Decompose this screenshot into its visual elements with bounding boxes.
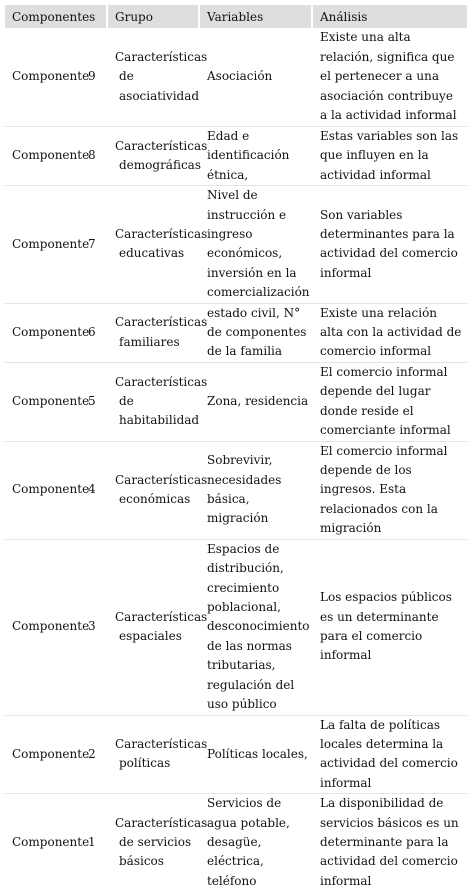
group-line1: Características <box>115 815 208 830</box>
component-number: 7 <box>88 236 96 251</box>
header-row <box>5 5 467 28</box>
group-cell <box>108 793 208 891</box>
component-label: Componente <box>12 148 90 163</box>
header-analisis: Análisis <box>313 5 467 28</box>
component-cell <box>5 185 108 302</box>
group-cell <box>108 539 208 715</box>
variables-cell: Sobrevivir, necesidades básica, migración <box>200 441 313 539</box>
group-cell <box>108 362 208 441</box>
analysis-cell: La disponibilidad de servicios básicos es un determinante para la actividad del comercio informal <box>313 793 467 891</box>
group-cell <box>108 303 208 362</box>
component-label: Componente <box>12 69 90 84</box>
table-row <box>5 126 467 185</box>
component-number: 1 <box>88 834 96 849</box>
component-cell <box>5 441 108 539</box>
component-cell <box>5 715 108 794</box>
component-label: Componente <box>12 482 90 497</box>
variables-cell: Nivel de instrucción e ingreso económicos, inversión en la comercialización <box>200 185 313 302</box>
group-line1: Características <box>115 374 208 389</box>
component-cell <box>5 362 108 441</box>
group-line1: Características <box>115 49 208 64</box>
component-label: Componente <box>12 236 90 251</box>
component-number: 2 <box>88 746 96 761</box>
variables-cell: Zona, residencia <box>200 362 313 441</box>
group-cell <box>108 441 208 539</box>
component-number: 6 <box>88 325 96 340</box>
variables-cell: Edad e identificación étnica, <box>200 126 313 185</box>
component-number: 9 <box>88 69 96 84</box>
group-line2: familiares <box>119 334 180 349</box>
component-cell <box>5 539 108 715</box>
variables-cell: Servicios de agua potable, desagüe, eléctrica, teléfono <box>200 793 313 891</box>
group-line2: espaciales <box>119 629 182 644</box>
group-line1: Características <box>115 609 208 624</box>
group-line2: demográficas <box>119 158 201 173</box>
variables-cell: estado civil, N° de componentes de la familia <box>200 303 313 362</box>
component-label: Componente <box>12 325 90 340</box>
header-grupo: Grupo <box>108 5 200 28</box>
group-line2: de servicios básicos <box>119 834 192 869</box>
table-row <box>5 362 467 441</box>
table-row <box>5 28 467 126</box>
variables-cell: Espacios de distribución, crecimiento poblacional, desconocimiento de las normas tributarias, regulación del uso público <box>200 539 313 715</box>
variables-cell: Políticas locales, <box>200 715 313 794</box>
header-variables: Variables <box>200 5 313 28</box>
group-line2: educativas <box>119 246 185 261</box>
group-cell <box>108 126 208 185</box>
group-line1: Características <box>115 227 208 242</box>
analysis-cell: Existe una relación alta con la actividad de comercio informal <box>313 303 467 362</box>
group-line1: Características <box>115 315 208 330</box>
components-table <box>5 5 467 891</box>
table-row <box>5 441 467 539</box>
table-row <box>5 185 467 302</box>
group-cell <box>108 28 208 126</box>
table-row <box>5 715 467 794</box>
group-line2: de habitabilidad <box>119 393 200 428</box>
analysis-cell: Los espacios públicos es un determinante para el comercio informal <box>313 539 467 715</box>
group-line1: Características <box>115 736 208 751</box>
component-number: 8 <box>88 148 96 163</box>
group-line1: Características <box>115 472 208 487</box>
component-cell <box>5 793 108 891</box>
header-componentes: Componentes <box>5 5 108 28</box>
component-label: Componente <box>12 393 90 408</box>
analysis-cell: Estas variables son las que influyen en la actividad informal <box>313 126 467 185</box>
component-label: Componente <box>12 834 90 849</box>
component-label: Componente <box>12 746 90 761</box>
component-number: 5 <box>88 393 96 408</box>
component-cell <box>5 126 108 185</box>
group-line2: económicas <box>119 492 191 507</box>
variables-cell: Asociación <box>207 69 273 84</box>
analysis-cell: Existe una alta relación, significa que el pertenecer a una asociación contribuye a la actividad informal <box>320 30 457 123</box>
table-row <box>5 303 467 362</box>
table-row <box>5 539 467 715</box>
component-number: 4 <box>88 482 96 497</box>
table-header <box>5 5 467 28</box>
component-label: Componente <box>12 619 90 634</box>
component-cell <box>5 303 108 362</box>
group-line2: de asociatividad <box>119 69 200 103</box>
table-body <box>5 28 467 891</box>
analysis-cell: El comercio informal depende del lugar donde reside el comerciante informal <box>313 362 467 441</box>
analysis-cell: La falta de políticas locales determina la actividad del comercio informal <box>313 715 467 794</box>
group-line2: políticas <box>119 756 171 771</box>
analysis-cell: Son variables determinantes para la actividad del comercio informal <box>313 185 467 302</box>
component-number: 3 <box>88 619 96 634</box>
table-row <box>5 793 467 891</box>
group-cell <box>108 715 208 794</box>
group-line1: Características <box>115 138 208 153</box>
component-cell <box>5 28 108 126</box>
group-cell <box>108 185 208 302</box>
analysis-cell: El comercio informal depende de los ingresos. Esta relacionados con la migración <box>313 441 467 539</box>
